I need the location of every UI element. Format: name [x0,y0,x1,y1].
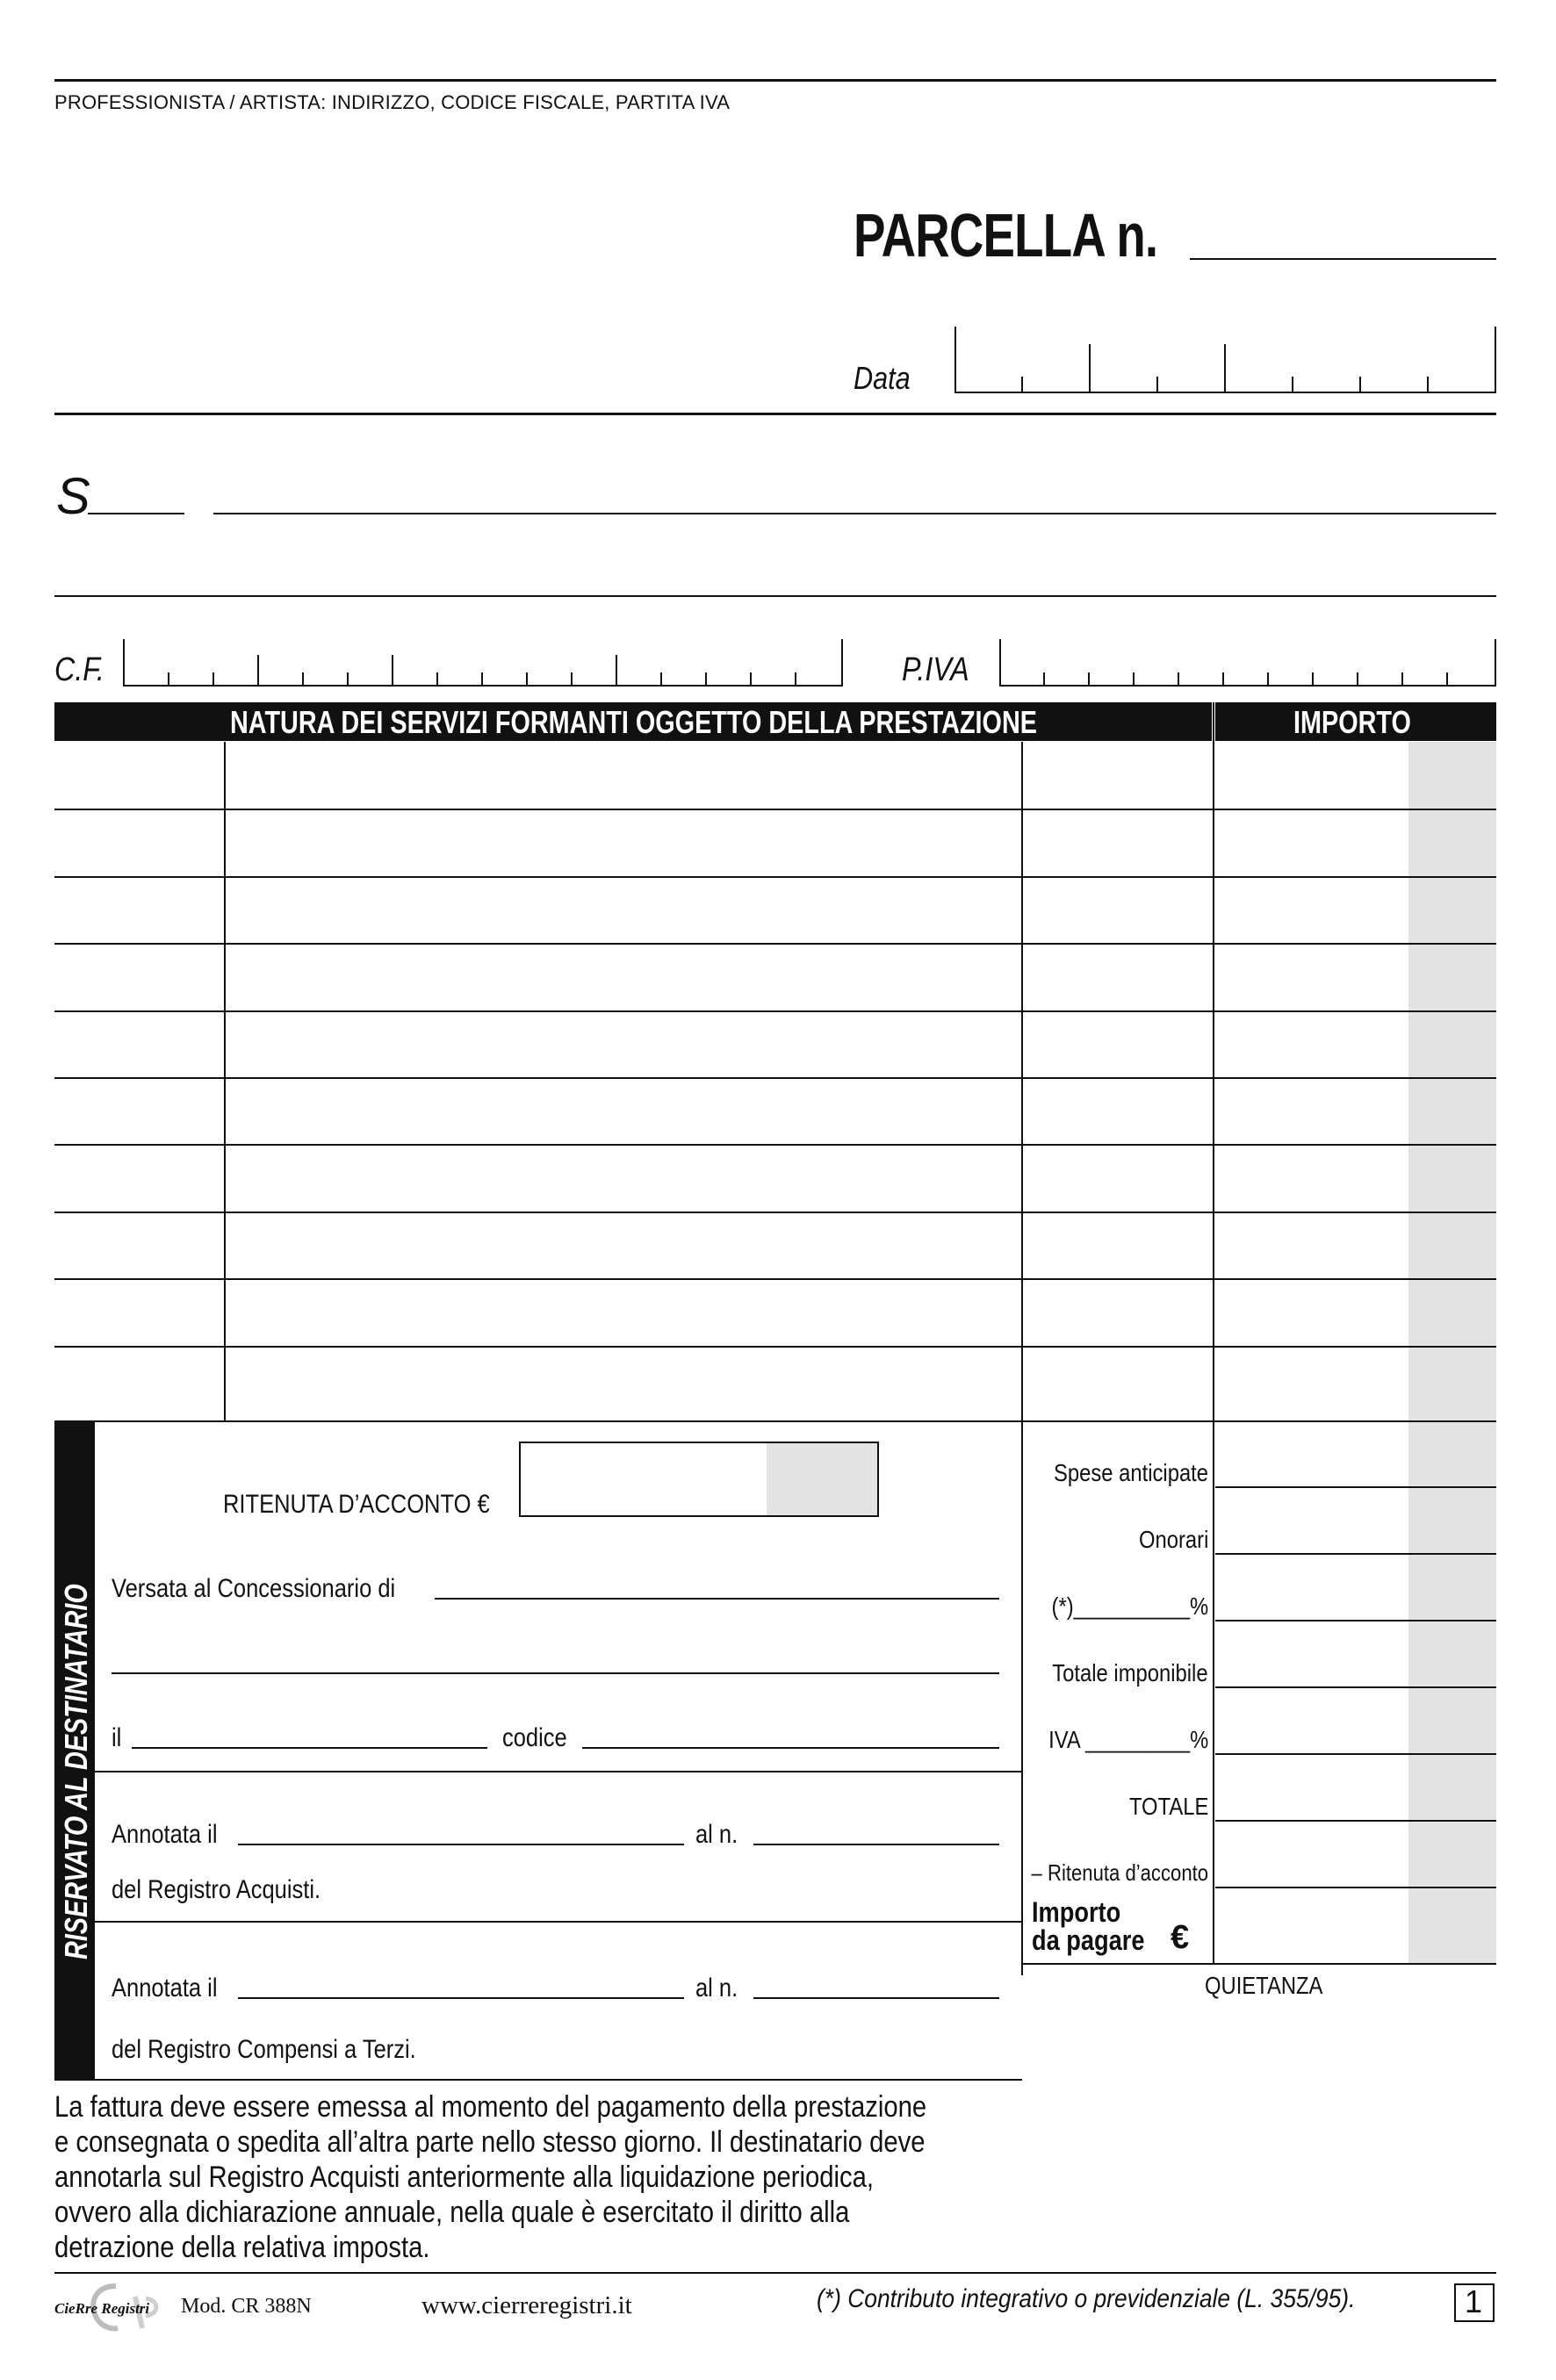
concessionario-line-2[interactable] [112,1672,999,1674]
ritenuta-cents-shade [767,1443,877,1515]
website-link[interactable]: www.cierreregistri.it [421,2291,632,2319]
recipient-name-line[interactable] [213,513,1496,514]
iva-line[interactable] [1215,1753,1496,1755]
annotata-label-1: Annotata il [112,1820,218,1849]
lower-section-top-rule [54,1420,1022,1422]
table-row[interactable] [54,1077,1496,1144]
totals-bottom-rule [1021,1963,1496,1965]
totals-cents-shade [1408,1422,1496,1963]
table-row[interactable] [54,1346,1496,1413]
imponibile-label: Totale imponibile [1052,1659,1208,1686]
table-row[interactable] [54,742,1496,809]
footnote: (*) Contributo integrativo o previdenziale (L. 355/95). [817,2284,1356,2313]
annotata-date-line-2[interactable] [238,1997,684,1999]
imponibile-line[interactable] [1215,1686,1496,1688]
totale-line[interactable] [1215,1820,1496,1822]
ritenuta-amount-box[interactable] [519,1442,879,1517]
il-label: il [112,1723,122,1752]
reserved-divider-2 [95,1921,1022,1923]
recipient-address-line[interactable] [54,595,1496,597]
spese-line[interactable] [1215,1486,1496,1488]
notes-line-2: e consegnata o spedita all’altra parte nello stesso giorno. Il destinatario deve [54,2125,926,2159]
concessionario-line[interactable] [435,1598,999,1600]
contributo-line[interactable] [1215,1620,1496,1621]
al-n-label-1: al n. [695,1820,738,1849]
notes-line-3: annotarla sul Registro Acquisti anteriormente alla liquidazione periodica, [54,2161,874,2194]
services-col-divider-2 [1021,742,1023,1975]
cf-label: C.F. [54,651,104,688]
da-pagare-label: da pagare [1032,1924,1145,1956]
notes-paragraph [54,2089,1015,2265]
table-row[interactable] [54,876,1496,943]
piva-label: P.IVA [902,651,969,688]
registro-acquisti-label: del Registro Acquisti. [112,1875,321,1904]
ritenuta-totals-label: – Ritenuta d’acconto [1031,1859,1208,1886]
cf-field-boxes [123,639,843,687]
reserved-bottom-rule [54,2079,1022,2081]
il-date-line[interactable] [132,1747,487,1749]
table-row[interactable] [54,809,1496,875]
services-header-label: NATURA DEI SERVIZI FORMANTI OGGETTO DELLA PRESTAZIONE [230,704,1037,740]
reserved-divider-1 [95,1771,1022,1772]
piva-field[interactable] [999,639,1496,687]
spese-label: Spese anticipate [1054,1459,1208,1486]
onorari-line[interactable] [1215,1553,1496,1555]
date-field-boxes [954,327,1496,393]
annotata-label-2: Annotata il [112,1974,218,2003]
iva-label: IVA _________% [1048,1726,1208,1753]
notes-line-4: ovvero alla dichiarazione annuale, nella quale è esercitato il diritto alla [54,2196,850,2229]
amount-header-label: IMPORTO [1293,704,1411,740]
table-row[interactable] [54,1144,1496,1211]
header-bottom-rule [54,413,1496,415]
invoice-number-line[interactable] [1190,258,1496,260]
top-rule [54,79,1496,82]
date-field[interactable] [954,327,1496,393]
importo-label: Importo [1032,1896,1121,1928]
amount-col-divider [1213,702,1214,1963]
services-col-divider-1 [224,742,226,1422]
totale-label: TOTALE [1128,1793,1208,1820]
professional-label: PROFESSIONISTA / ARTISTA: INDIRIZZO, CODICE FISCALE, PARTITA IVA [54,91,731,113]
cf-field[interactable] [123,639,843,687]
model-code: Mod. CR 388N [181,2295,312,2318]
brand-name: CieRre Registri [54,2300,150,2317]
quietanza-label: QUIETANZA [1205,1972,1323,1999]
recipient-title-line[interactable] [88,513,184,514]
ritenuta-line[interactable] [1215,1887,1496,1888]
notes-line-5: detrazione della relativa imposta. [54,2231,430,2264]
table-row[interactable] [54,1278,1496,1345]
contributo-label: (*)__________% [1051,1593,1208,1620]
euro-icon: € [1171,1919,1190,1956]
versata-label: Versata al Concessionario di [112,1574,396,1603]
al-n-label-2: al n. [695,1974,738,2003]
table-row[interactable] [54,1212,1496,1278]
table-row[interactable] [54,1010,1496,1077]
al-n-line-1[interactable] [753,1844,999,1845]
recipient-prefix: S [56,468,90,525]
piva-field-boxes [999,639,1496,687]
date-label: Data [854,360,911,396]
table-row[interactable] [54,943,1496,1010]
codice-label: codice [502,1723,567,1752]
codice-line[interactable] [582,1747,999,1749]
registro-compensi-label: del Registro Compensi a Terzi. [112,2035,416,2064]
al-n-line-2[interactable] [753,1997,999,1999]
notes-line-1: La fattura deve essere emessa al momento del pagamento della prestazione [54,2090,927,2124]
invoice-title: PARCELLA n. [854,201,1158,270]
ritenuta-label: RITENUTA D’ACCONTO € [223,1490,490,1519]
onorari-label: Onorari [1138,1526,1208,1553]
reserved-vertical-label: RISERVATO AL DESTINATARIO [58,1584,94,1959]
page-number: 1 [1465,2283,1483,2319]
footer-rule [54,2272,1496,2274]
annotata-date-line-1[interactable] [238,1844,684,1845]
